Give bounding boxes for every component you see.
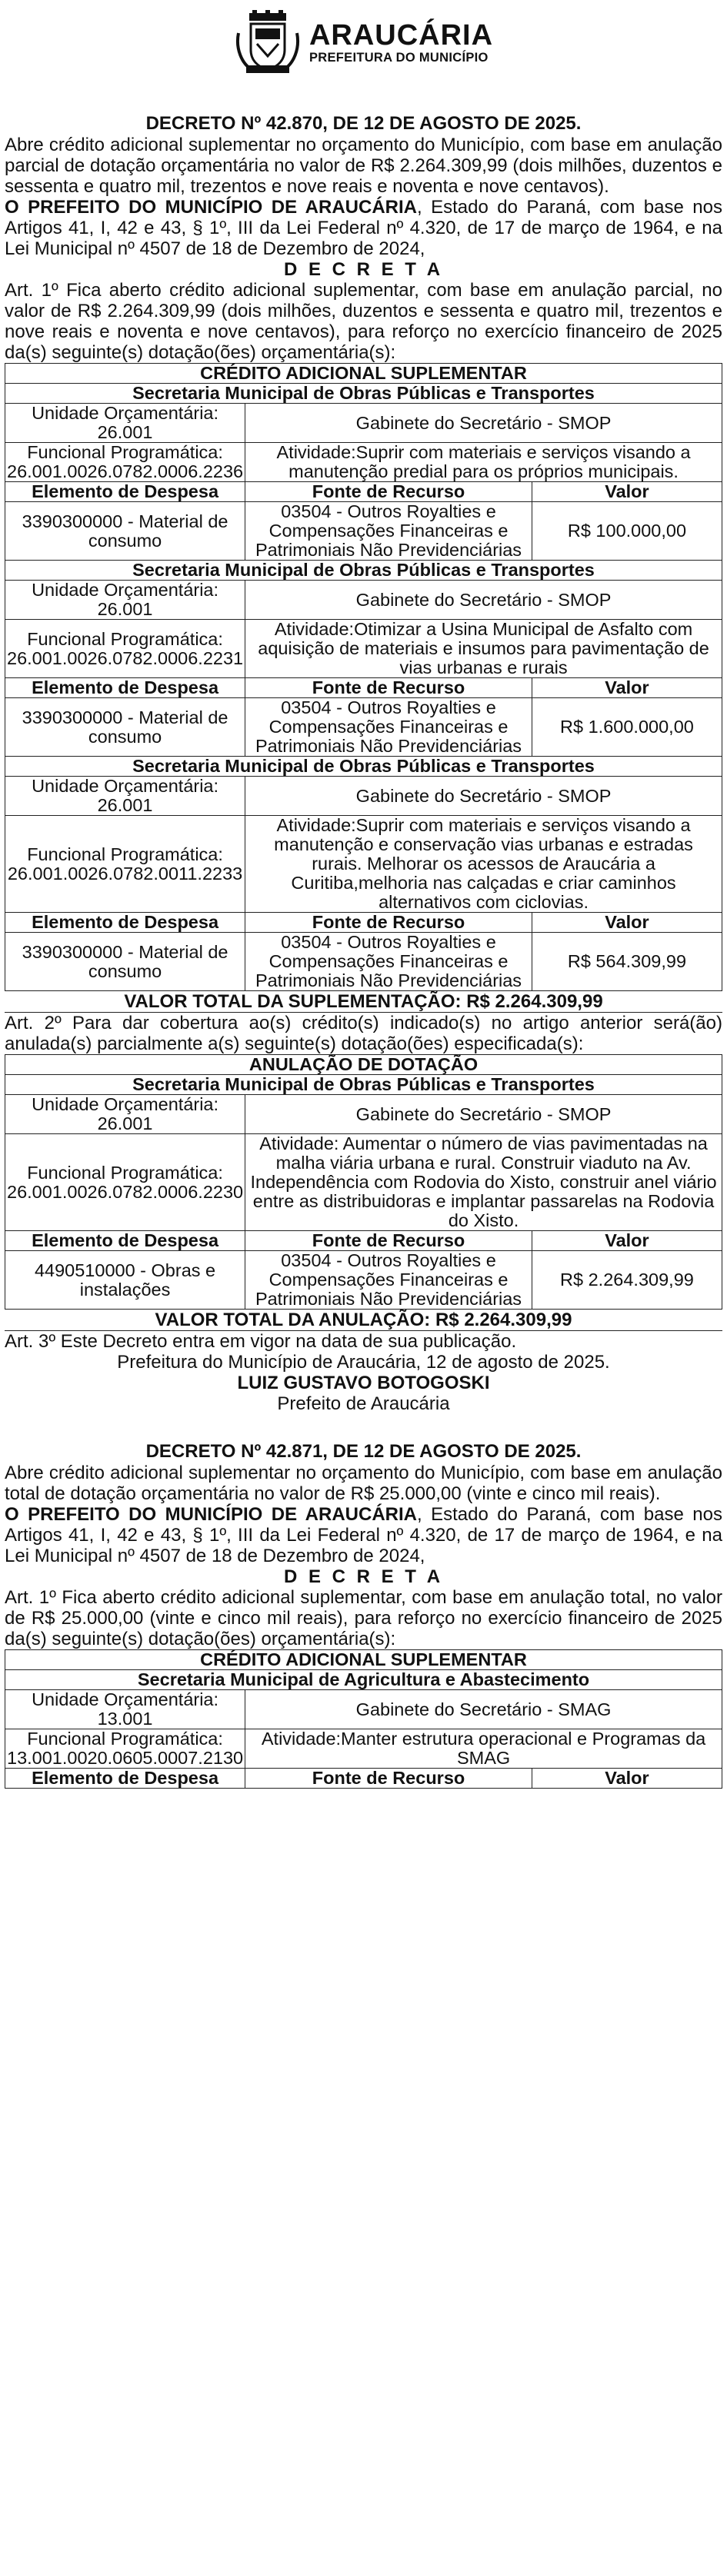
decree-2-summary: Abre crédito adicional suplementar no orçamento do Município, com base em anulação total de dotação orçamentária no valor de R$ 25.000,00 (vinte e cinco mil reais). [5, 1463, 722, 1504]
credit-table-2 [5, 1649, 722, 1789]
atividade-cell: Atividade: Aumentar o número de vias pavimentadas na malha viária urbana e rural. Construir viaduto na Av. Independência com Rodovia do Xisto, construir anel viário entre as distribuidoras e implantar passarelas na Rodovia do Xisto. [245, 1134, 722, 1231]
decree-1-summary: Abre crédito adicional suplementar no orçamento do Município, com base em anulação parcial de dotação orçamentária no valor de R$ 2.264.309,99 (dois milhões, duzentos e sessenta e quatro mil, trezentos e nove reais e noventa e nove centavos). [5, 135, 722, 197]
col-value-header: Valor [532, 482, 722, 502]
header [5, 0, 722, 80]
annulment-table-title: ANULAÇÃO DE DOTAÇÃO [5, 1055, 722, 1075]
credit-table [5, 363, 722, 991]
funcional-cell: Funcional Programática: 26.001.0026.0782.0011.2233 [5, 816, 245, 913]
unidade-cell: Unidade Orçamentária: 26.001 [5, 1095, 245, 1134]
unidade-cell: Unidade Orçamentária: 26.001 [5, 404, 245, 443]
decree-1-art3: Art. 3º Este Decreto entra em vigor na data de sua publicação. [5, 1331, 517, 1352]
decree-1-preamble [5, 197, 722, 259]
elemento-cell: 3390300000 - Material de consumo [5, 502, 245, 561]
gabinete-cell: Gabinete do Secretário - SMOP [245, 404, 722, 443]
place-date: Prefeitura do Município de Araucária, 12 de agosto de 2025. [117, 1352, 610, 1373]
col-element-header: Elemento de Despesa [5, 482, 245, 502]
atividade-cell: Atividade:Suprir com materiais e serviços visando a manutenção predial para os próprios municipais. [245, 443, 722, 482]
funcional-cell: Funcional Programática: 26.001.0026.0782.0006.2231 [5, 620, 245, 678]
unidade-cell: Unidade Orçamentária: 26.001 [5, 581, 245, 620]
credit-table-title: CRÉDITO ADICIONAL SUPLEMENTAR [5, 1650, 722, 1670]
col-value-header: Valor [532, 678, 722, 698]
valor-cell: R$ 2.264.309,99 [532, 1251, 722, 1310]
atividade-cell: Atividade:Otimizar a Usina Municipal de Asfalto com aquisição de materiais e insumos para pavimentação de vias urbanas e rurais [245, 620, 722, 678]
unidade-cell: Unidade Orçamentária: 26.001 [5, 777, 245, 816]
col-source-header: Fonte de Recurso [245, 482, 532, 502]
secretaria-row: Secretaria Municipal de Obras Públicas e Transportes [5, 757, 722, 777]
secretaria-row: Secretaria Municipal de Obras Públicas e Transportes [5, 1075, 722, 1095]
annulment-table [5, 1054, 722, 1310]
funcional-cell: Funcional Programática: 26.001.0026.0782.0006.2230 [5, 1134, 245, 1231]
signer-role: Prefeito de Araucária [277, 1393, 450, 1414]
fonte-cell: 03504 - Outros Royalties e Compensações Financeiras e Patrimoniais Não Previdenciárias [245, 933, 532, 991]
fonte-cell: 03504 - Outros Royalties e Compensações Financeiras e Patrimoniais Não Previdenciárias [245, 698, 532, 757]
gabinete-cell: Gabinete do Secretário - SMOP [245, 777, 722, 816]
secretaria-row: Secretaria Municipal de Obras Públicas e Transportes [5, 384, 722, 404]
credit-total: VALOR TOTAL DA SUPLEMENTAÇÃO: R$ 2.264.309,99 [5, 991, 722, 1013]
preamble-bold: O PREFEITO DO MUNICÍPIO DE ARAUCÁRIA [5, 197, 417, 218]
gabinete-cell: Gabinete do Secretário - SMOP [245, 581, 722, 620]
col-value-header: Valor [532, 1231, 722, 1251]
col-element-header: Elemento de Despesa [5, 913, 245, 933]
atividade-cell: Atividade:Manter estrutura operacional e Programas da SMAG [245, 1729, 722, 1769]
atividade-cell: Atividade:Suprir com materiais e serviços visando a manutenção e conservação vias urbanas e estradas rurais. Melhorar os acessos de Araucária a Curitiba,melhoria nas calçadas e criar caminhos alternativos com ciclovias. [245, 816, 722, 913]
valor-cell: R$ 564.309,99 [532, 933, 722, 991]
secretaria-row: Secretaria Municipal de Agricultura e Abastecimento [5, 1670, 722, 1690]
city-crest-icon [234, 10, 302, 76]
funcional-cell: Funcional Programática: 13.001.0020.0605.0007.2130 [5, 1729, 245, 1769]
col-element-header: Elemento de Despesa [5, 1231, 245, 1251]
col-source-header: Fonte de Recurso [245, 913, 532, 933]
elemento-cell: 3390300000 - Material de consumo [5, 933, 245, 991]
decree-2-art1: Art. 1º Fica aberto crédito adicional suplementar, com base em anulação total, no valor de R$ 25.000,00 (vinte e cinco mil reais), para reforço no exercício financeiro de 2025 da(s) seguinte(s) dotação(ões) orçamentária(s): [5, 1587, 722, 1649]
valor-cell: R$ 100.000,00 [532, 502, 722, 561]
funcional-cell: Funcional Programática: 26.001.0026.0782.0006.2236 [5, 443, 245, 482]
decree-2-title: DECRETO Nº 42.871, DE 12 DE AGOSTO DE 2025. [145, 1441, 582, 1462]
brand [309, 21, 493, 65]
fonte-cell: 03504 - Outros Royalties e Compensações Financeiras e Patrimoniais Não Previdenciárias [245, 1251, 532, 1310]
gabinete-cell: Gabinete do Secretário - SMOP [245, 1095, 722, 1134]
secretaria-row: Secretaria Municipal de Obras Públicas e Transportes [5, 561, 722, 581]
credit-table-title: CRÉDITO ADICIONAL SUPLEMENTAR [5, 364, 722, 384]
decree-1-decreta: D E C R E T A [283, 259, 444, 280]
fonte-cell: 03504 - Outros Royalties e Compensações Financeiras e Patrimoniais Não Previdenciárias [245, 502, 532, 561]
brand-subtitle: PREFEITURA DO MUNICÍPIO [308, 51, 489, 65]
decree-1-title: DECRETO Nº 42.870, DE 12 DE AGOSTO DE 2025. [145, 113, 582, 134]
elemento-cell: 3390300000 - Material de consumo [5, 698, 245, 757]
col-source-header: Fonte de Recurso [245, 1231, 532, 1251]
decree-2-decreta: D E C R E T A [283, 1566, 444, 1587]
col-source-header: Fonte de Recurso [245, 678, 532, 698]
preamble-bold: O PREFEITO DO MUNICÍPIO DE ARAUCÁRIA [5, 1504, 417, 1525]
brand-name: ARAUCÁRIA [308, 19, 494, 52]
preamble-rest: , Estado do Paraná, com base nos Artigos 41, I, 42 e 43, § 1º, III da Lei Federal nº 4.320, de 17 de março de 1964, e na Lei Municipal nº 4507 de 18 de Dezembro de 2024, [5, 197, 722, 259]
elemento-cell: 4490510000 - Obras e instalações [5, 1251, 245, 1310]
col-value-header: Valor [532, 913, 722, 933]
col-value-header: Valor [532, 1769, 722, 1789]
decree-1-art2: Art. 2º Para dar cobertura ao(s) crédito(s) indicado(s) no artigo anterior será(ão) anulada(s) parcialmente a(s) seguinte(s) dotação(ões) especificada(s): [5, 1013, 722, 1054]
col-source-header: Fonte de Recurso [245, 1769, 532, 1789]
gabinete-cell: Gabinete do Secretário - SMAG [245, 1690, 722, 1729]
annulment-total: VALOR TOTAL DA ANULAÇÃO: R$ 2.264.309,99 [5, 1310, 722, 1331]
col-element-header: Elemento de Despesa [5, 678, 245, 698]
col-element-header: Elemento de Despesa [5, 1769, 245, 1789]
unidade-cell: Unidade Orçamentária: 13.001 [5, 1690, 245, 1729]
decree-1-art1: Art. 1º Fica aberto crédito adicional suplementar, com base em anulação parcial, no valor de R$ 2.264.309,99 (dois milhões, duzentos e sessenta e quatro mil, trezentos e nove reais e noventa e nove centavos), para reforço no exercício financeiro de 2025 da(s) seguinte(s) dotação(ões) orçamentária(s): [5, 280, 722, 363]
valor-cell: R$ 1.600.000,00 [532, 698, 722, 757]
decree-2-preamble [5, 1504, 722, 1566]
signer-name: LUIZ GUSTAVO BOTOGOSKI [237, 1373, 490, 1393]
preamble-rest: , Estado do Paraná, com base nos Artigos 41, I, 42 e 43, § 1º, III da Lei Federal nº 4.320, de 17 de março de 1964, e na Lei Municipal nº 4507 de 18 de Dezembro de 2024, [5, 1504, 722, 1566]
